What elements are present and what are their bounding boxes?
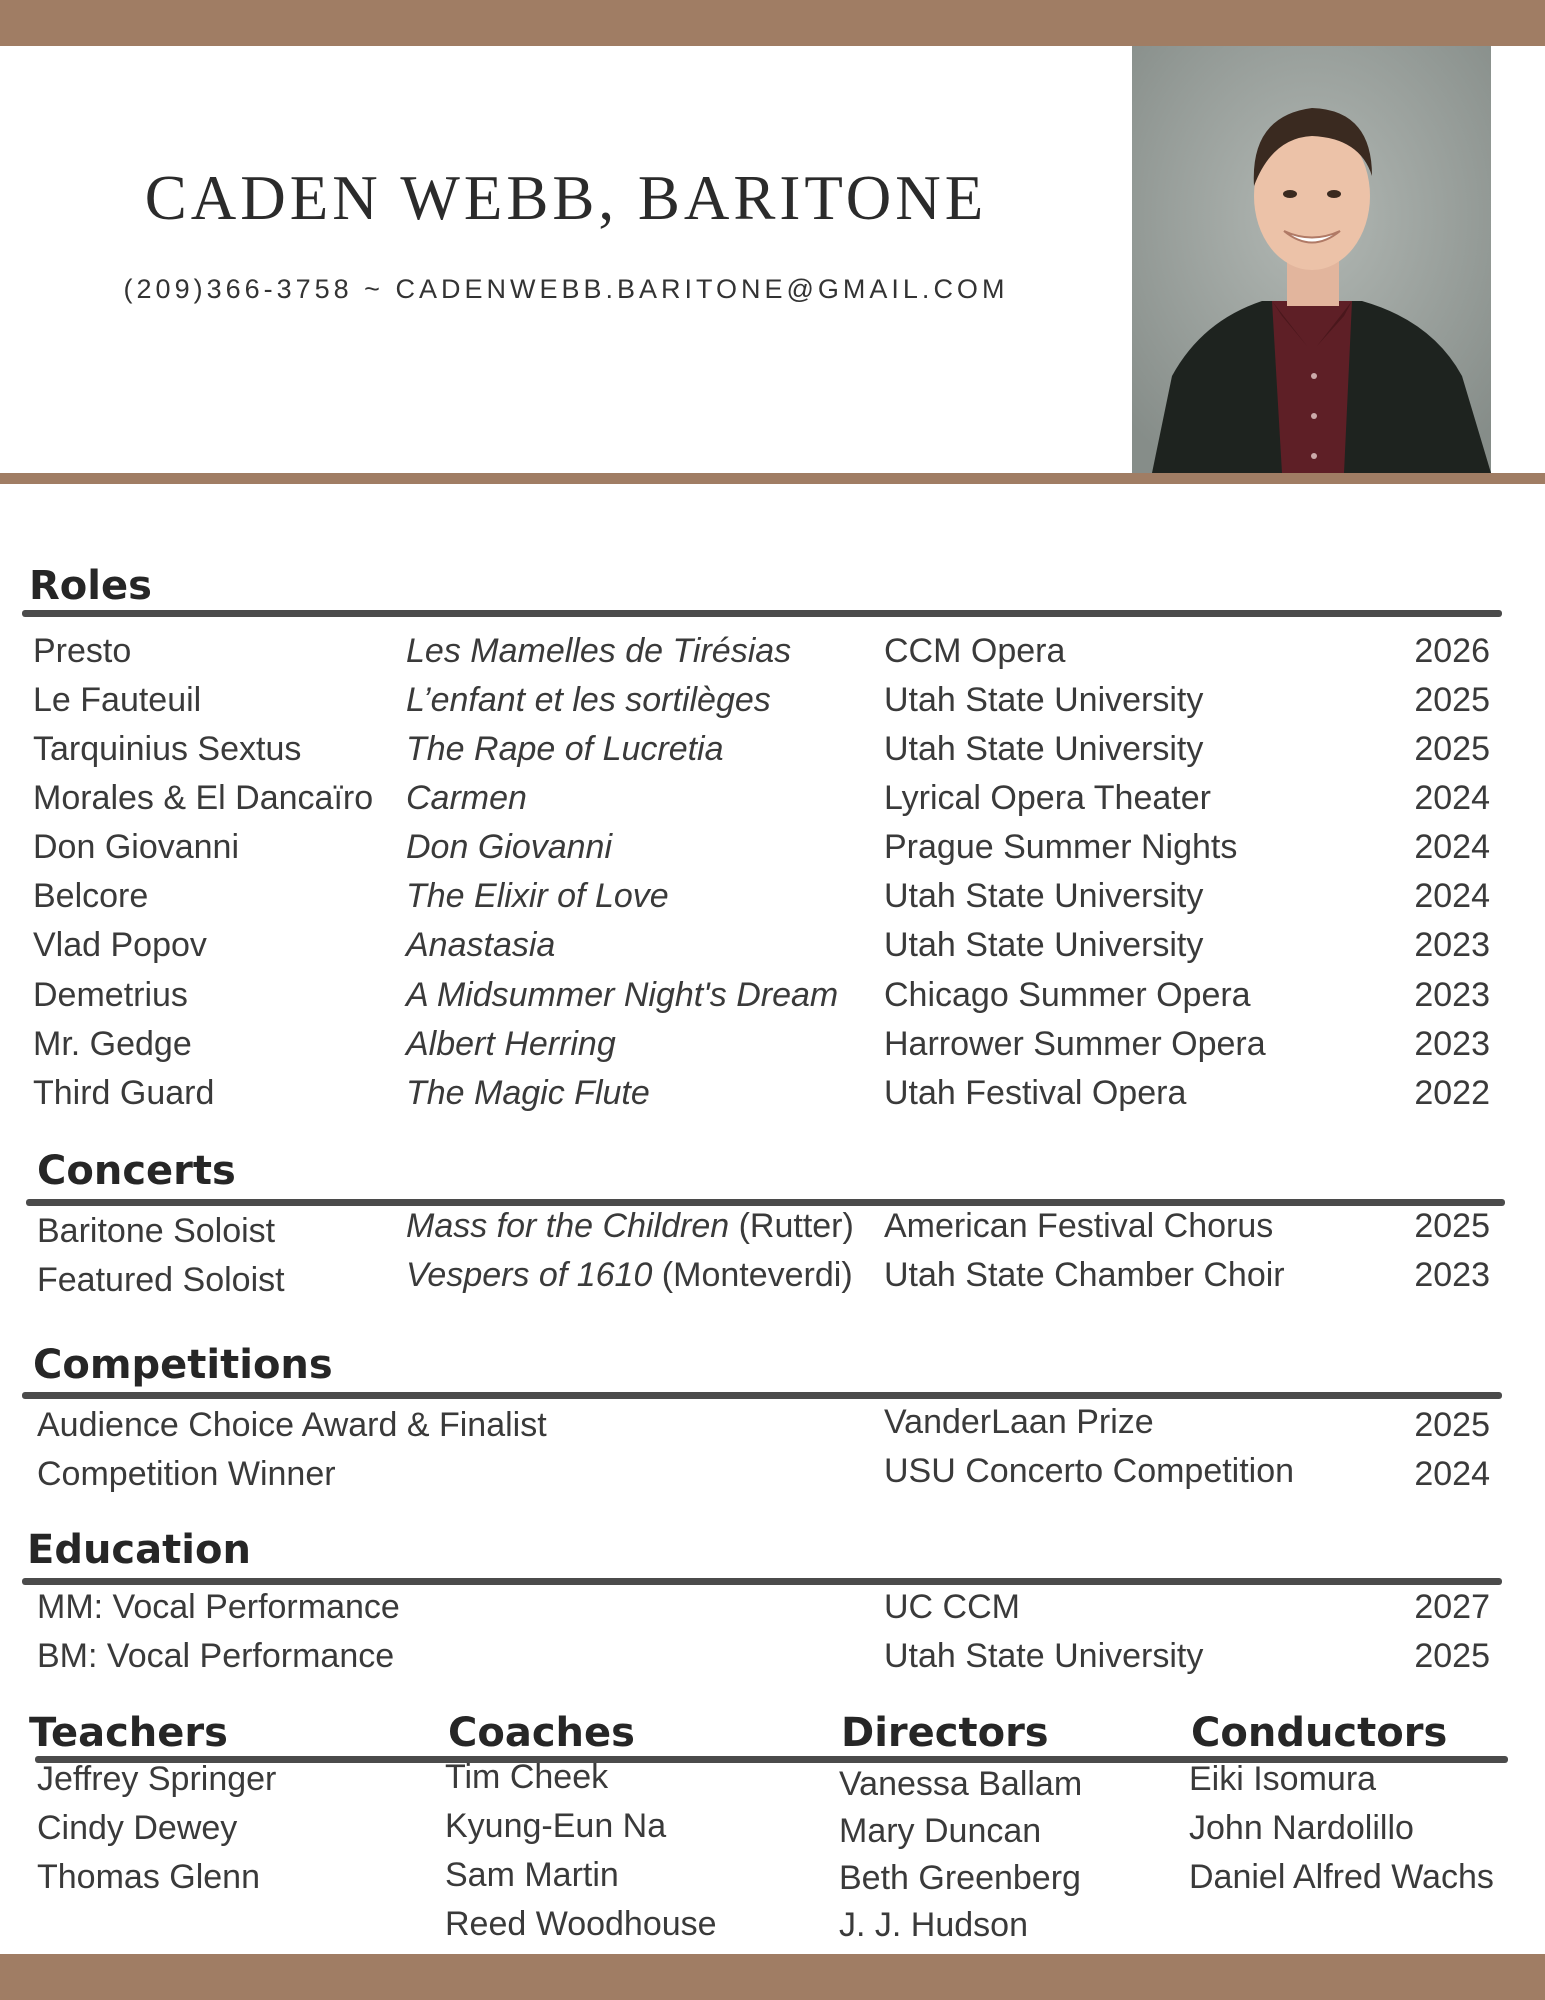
concert-work <box>406 1256 853 1295</box>
list-item: Sam Martin <box>445 1856 619 1894</box>
composer-name: (Monteverdi) <box>652 1256 853 1294</box>
table-row <box>0 828 1545 876</box>
school-name: UC CCM <box>884 1588 1020 1626</box>
company-name: CCM Opera <box>884 632 1066 670</box>
list-item: Thomas Glenn <box>37 1858 260 1896</box>
company-name: Prague Summer Nights <box>884 828 1238 866</box>
roles-divider <box>22 610 1502 617</box>
year: 2025 <box>1414 1637 1490 1675</box>
soloist-role: Baritone Soloist <box>37 1212 276 1250</box>
year: 2024 <box>1414 1455 1490 1493</box>
table-row <box>0 779 1545 827</box>
table-row <box>0 1025 1545 1073</box>
list-item: Kyung-Eun Na <box>445 1807 667 1845</box>
ensemble-name: Utah State Chamber Choir <box>884 1256 1285 1294</box>
role-name: Vlad Popov <box>33 926 207 964</box>
directors-heading: Directors <box>841 1710 1049 1756</box>
role-name: Le Fauteuil <box>33 681 202 719</box>
year: 2025 <box>1414 1406 1490 1444</box>
work-title: Mass for the Children <box>406 1207 730 1245</box>
composer-name: (Rutter) <box>729 1207 854 1245</box>
concerts-section-title: Concerts <box>37 1148 236 1194</box>
list-item: Eiki Isomura <box>1189 1760 1377 1798</box>
list-item: Mary Duncan <box>839 1812 1042 1850</box>
table-row <box>0 1207 1545 1255</box>
directors-list <box>839 1765 1082 1953</box>
role-name: Morales & El Dancaïro <box>33 779 374 817</box>
table-row <box>0 976 1545 1024</box>
opera-title: Don Giovanni <box>406 828 613 866</box>
list-item: John Nardolillo <box>1189 1809 1414 1847</box>
company-name: Utah State University <box>884 926 1204 964</box>
role-name: Tarquinius Sextus <box>33 730 302 768</box>
company-name: Utah State University <box>884 877 1204 915</box>
table-row <box>0 877 1545 925</box>
table-row <box>0 681 1545 729</box>
opera-title: Anastasia <box>406 926 556 964</box>
list-item: Daniel Alfred Wachs <box>1189 1858 1494 1896</box>
education-divider <box>22 1578 1502 1585</box>
year: 2025 <box>1414 730 1490 768</box>
opera-title: A Midsummer Night's Dream <box>406 976 839 1014</box>
roles-section-title: Roles <box>29 563 152 609</box>
table-row <box>0 1403 1545 1451</box>
opera-title: The Elixir of Love <box>406 877 669 915</box>
year: 2024 <box>1414 779 1490 817</box>
list-item: Beth Greenberg <box>839 1859 1081 1897</box>
competitions-divider <box>22 1392 1502 1399</box>
role-name: Third Guard <box>33 1074 215 1112</box>
conductors-heading: Conductors <box>1191 1710 1448 1756</box>
contact-line: (209)366-3758 ~ CADENWEBB.BARITONE@GMAIL.COM <box>123 274 1009 304</box>
teachers-list <box>37 1760 276 1907</box>
table-row <box>0 632 1545 680</box>
concert-work <box>406 1207 854 1246</box>
list-item: Vanessa Ballam <box>839 1765 1083 1803</box>
education-section-title: Education <box>27 1527 251 1573</box>
school-name: Utah State University <box>884 1637 1204 1675</box>
list-item: Jeffrey Springer <box>37 1760 277 1798</box>
role-name: Belcore <box>33 877 149 915</box>
year: 2023 <box>1414 926 1490 964</box>
table-row <box>0 730 1545 778</box>
role-name: Demetrius <box>33 976 188 1014</box>
opera-title: Albert Herring <box>406 1025 616 1063</box>
ensemble-name: American Festival Chorus <box>884 1207 1274 1245</box>
work-title: Vespers of 1610 <box>406 1256 653 1294</box>
table-row <box>0 1452 1545 1500</box>
concerts-divider <box>26 1199 1505 1206</box>
list-item: J. J. Hudson <box>839 1906 1028 1944</box>
opera-title: Carmen <box>406 779 527 817</box>
company-name: Utah Festival Opera <box>884 1074 1187 1112</box>
year: 2022 <box>1414 1074 1490 1112</box>
role-name: Mr. Gedge <box>33 1025 192 1063</box>
top-accent-band <box>0 0 1545 46</box>
table-row <box>0 1637 1545 1685</box>
year: 2024 <box>1414 877 1490 915</box>
company-name: Utah State University <box>884 730 1204 768</box>
competitions-section-title: Competitions <box>33 1342 333 1388</box>
table-row <box>0 1256 1545 1304</box>
list-item: Cindy Dewey <box>37 1809 238 1847</box>
page-title: CADEN WEBB, BARITONE <box>144 163 988 233</box>
opera-title: The Magic Flute <box>406 1074 650 1112</box>
degree-name: BM: Vocal Performance <box>37 1637 395 1675</box>
bottom-accent-band <box>0 1954 1545 2000</box>
company-name: Harrower Summer Opera <box>884 1025 1266 1063</box>
list-item: Reed Woodhouse <box>445 1905 717 1943</box>
table-row <box>0 926 1545 974</box>
opera-title: L’enfant et les sortilèges <box>406 681 771 719</box>
headshot-photo <box>1132 46 1491 473</box>
opera-title: Les Mamelles de Tirésias <box>406 632 792 670</box>
year: 2023 <box>1414 976 1490 1014</box>
table-row <box>0 1588 1545 1636</box>
soloist-role: Featured Soloist <box>37 1261 285 1299</box>
award-name: Competition Winner <box>37 1455 336 1493</box>
coaches-list <box>445 1758 717 1954</box>
list-item: Tim Cheek <box>445 1758 609 1796</box>
competition-name: VanderLaan Prize <box>884 1403 1154 1441</box>
table-row <box>0 1074 1545 1122</box>
competition-name: USU Concerto Competition <box>884 1452 1295 1490</box>
opera-title: The Rape of Lucretia <box>406 730 724 768</box>
year: 2026 <box>1414 632 1490 670</box>
year: 2025 <box>1414 1207 1490 1245</box>
conductors-list <box>1189 1760 1494 1907</box>
teachers-heading: Teachers <box>29 1710 228 1756</box>
role-name: Presto <box>33 632 132 670</box>
coaches-heading: Coaches <box>448 1710 635 1756</box>
header-divider-band <box>0 473 1545 484</box>
year: 2025 <box>1414 681 1490 719</box>
year: 2027 <box>1414 1588 1490 1626</box>
degree-name: MM: Vocal Performance <box>37 1588 400 1626</box>
year: 2023 <box>1414 1256 1490 1294</box>
award-name: Audience Choice Award & Finalist <box>37 1406 547 1444</box>
company-name: Utah State University <box>884 681 1204 719</box>
year: 2023 <box>1414 1025 1490 1063</box>
company-name: Lyrical Opera Theater <box>884 779 1211 817</box>
role-name: Don Giovanni <box>33 828 240 866</box>
year: 2024 <box>1414 828 1490 866</box>
company-name: Chicago Summer Opera <box>884 976 1251 1014</box>
